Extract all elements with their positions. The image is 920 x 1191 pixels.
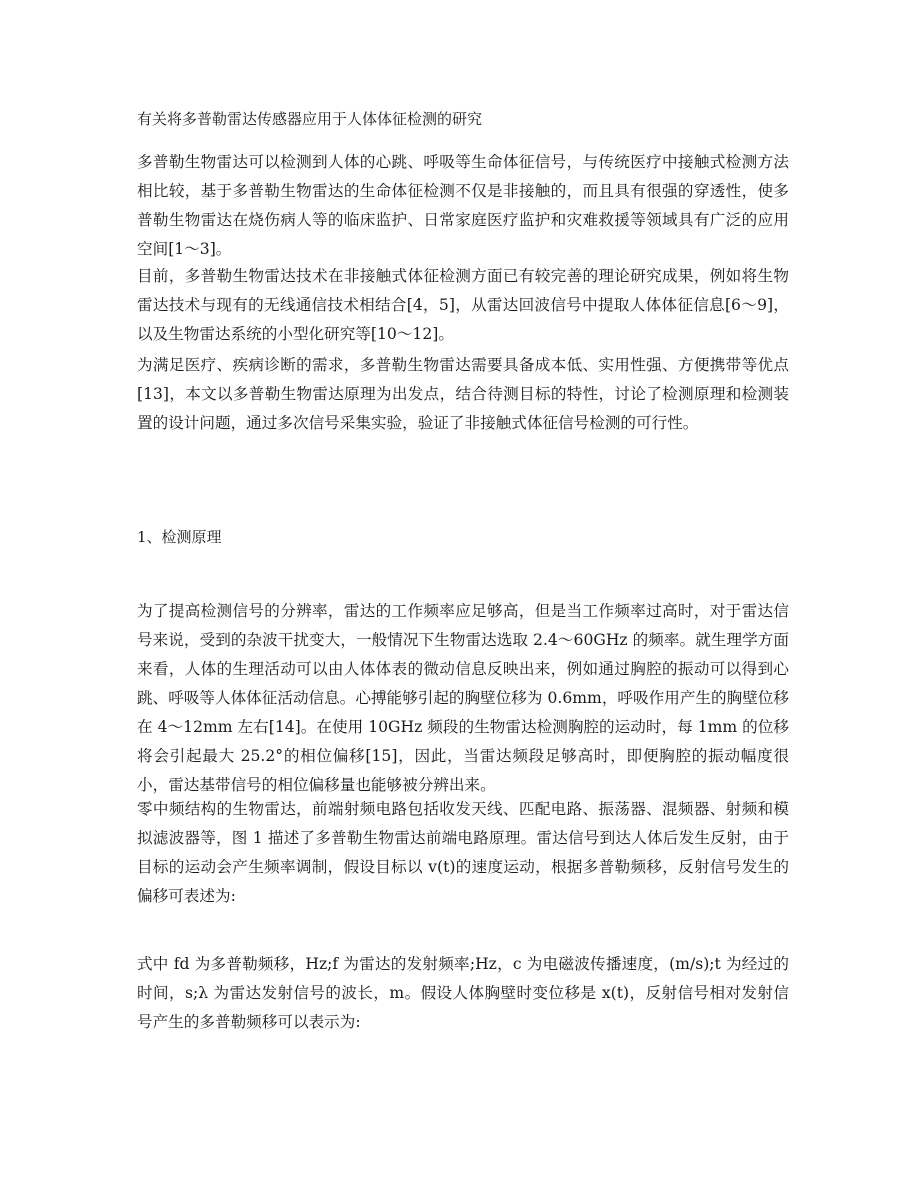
paragraph-doppler-definition: 式中 fd 为多普勒频移，Hz;f 为雷达的发射频率;Hz，c 为电磁波传播速度，(m/s);t 为经过的时间，s;λ 为雷达发射信号的波长，m。假设人体胸壁时变位移是 x(t)，反射信号相对发射信号产生的多普勒频移可以表示为:	[137, 955, 789, 1031]
paragraph-intro: 多普勒生物雷达可以检测到人体的心跳、呼吸等生命体征信号，与传统医疗中接触式检测方法相比较，基于多普勒生物雷达的生命体征检测不仅是非接触的，而且具有很强的穿透性，使多普勒生物雷达在烧伤病人等的临床监护、日常家庭医疗监护和灾难救援等领域具有广泛的应用空间[1～3]。	[137, 153, 789, 258]
section-heading-detection-principle: 1、检测原理	[137, 528, 222, 546]
paragraph-current-research: 目前，多普勒生物雷达技术在非接触式体征检测方面已有较完善的理论研究成果，例如将生物雷达技术与现有的无线通信技术相结合[4，5]，从雷达回波信号中提取人体体征信息[6～9]，以及生物雷达系统的小型化研究等[10～12]。	[137, 267, 789, 343]
paragraph-frequency-selection: 为了提高检测信号的分辨率，雷达的工作频率应足够高，但是当工作频率过高时，对于雷达信号来说，受到的杂波干扰变大，一般情况下生物雷达选取 2.4～60GHz 的频率。就生理学方面来看，人体的生理活动可以由人体体表的微动信息反映出来，例如通过胸腔的振动可以得到心跳、呼吸等人体体征活动信息。心搏能够引起的胸壁位移为 0.6mm，呼吸作用产生的胸壁位移在 4～12mm 左右[14]。在使用 10GHz 频段的生物雷达检测胸腔的运动时，每 1mm 的位移将会引起最大 25.2°的相位偏移[15]，因此，当雷达频段足够高时，即便胸腔的振动幅度很小，雷达基带信号的相位偏移量也能够被分辨出来。	[137, 602, 789, 794]
paragraph-radar-structure: 零中频结构的生物雷达，前端射频电路包括收发天线、匹配电路、振荡器、混频器、射频和模拟滤波器等，图 1 描述了多普勒生物雷达前端电路原理。雷达信号到达人体后发生反射，由于目标的运动会产生频率调制，假设目标以 v(t)的速度运动，根据多普勒频移，反射信号发生的偏移可表述为:	[137, 800, 789, 905]
paragraph-objective: 为满足医疗、疾病诊断的需求，多普勒生物雷达需要具备成本低、实用性强、方便携带等优点[13]，本文以多普勒生物雷达原理为出发点，结合待测目标的特性，讨论了检测原理和检测装置的设计问题，通过多次信号采集实验，验证了非接触式体征信号检测的可行性。	[137, 356, 789, 432]
document-title: 有关将多普勒雷达传感器应用于人体体征检测的研究	[137, 110, 483, 128]
